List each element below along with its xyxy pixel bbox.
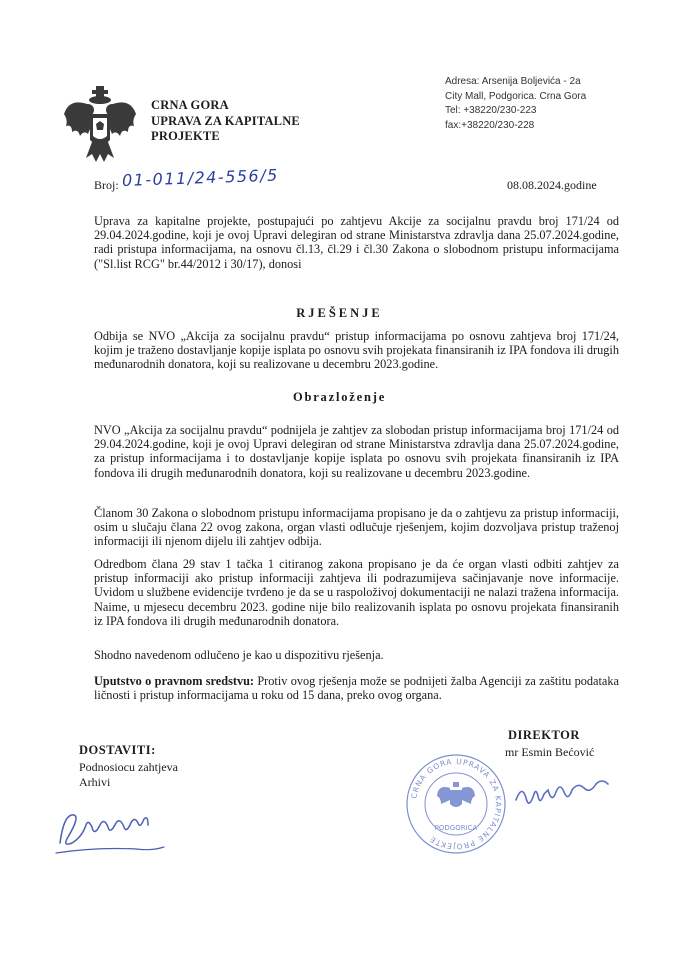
- reasoning-heading: Obrazloženje: [292, 390, 387, 404]
- official-stamp: [403, 752, 509, 856]
- institution-line-2: UPRAVA ZA KAPITALNE: [151, 113, 300, 128]
- document-date: 08.08.2024.godine: [507, 178, 597, 192]
- coat-of-arms-icon: [62, 84, 138, 168]
- stamp-crest-icon: [437, 782, 475, 807]
- reasoning-paragraph-2: Članom 30 Zakona o slobodnom pristupu informacijama propisano je da o zahtjevu za pristup informaciji, osim u slučaju člana 22 ovog zakona, organ vlasti odlučuje rješenjem, kojim dozvoljava pristup traženoj informaciji ili njenom dijelu ili zahtjev odbija.: [94, 506, 619, 549]
- telephone: Tel: +38220/230-223: [445, 105, 537, 116]
- clerk-signature: [50, 803, 170, 859]
- legal-remedy-text: Protiv ovog rješenja može se podnijeti žalba Agenciji za zaštitu podataka ličnosti i pristup informacijama u roku od 15 dana, preko ovog organa.: [94, 674, 619, 703]
- institution-line-3: PROJEKTE: [151, 129, 220, 143]
- address-line-1: Adresa: Arsenija Boljevića - 2a: [445, 76, 581, 87]
- decision-paragraph: Odbija se NVO „Akcija za socijalnu pravdu“ pristup informacijama po osnovu zahtjeva broj 171/24, kojim je traženo dostavljanje kopije isplata po osnovu svih projekata finansiranih iz IPA fondova ili drugih međunarodnih donatora, koji su realizovane u decembru 2023.godine.: [94, 329, 619, 372]
- reasoning-paragraph-1: NVO „Akcija za socijalnu pravdu“ podnijela je zahtjev za slobodan pristup informacijama broj 171/24 od 29.04.2024.godine, koji je ovoj Upravi delegiran od strane Ministarstva zdravlja dana 25.07.2024.godine, za pristup informacijama i to dostavljanje kopije isplata po osnovu svih projekata finansiranih iz IPA fondova ili drugih međunarodnih donatora, koji su realizovane u decembru 2023.godine.: [94, 423, 619, 480]
- fax: fax:+38220/230-228: [445, 119, 535, 131]
- legal-remedy-paragraph: [94, 674, 619, 702]
- stamp-city: PODGORICA: [434, 824, 478, 832]
- director-title: DIREKTOR: [508, 728, 580, 742]
- legal-remedy-label: Uputstvo o pravnom sredstvu:: [94, 674, 255, 688]
- contact-block: [445, 75, 586, 133]
- distribution-title: DOSTAVITI:: [79, 743, 156, 757]
- address-line-2: City Mall, Podgorica. Crna Gora: [445, 90, 587, 102]
- stamp-ring-text: CRNA GORA UPRAVA ZA KAPITALNE PROJEKTE: [409, 756, 504, 852]
- reasoning-paragraph-4: Shodno navedenom odlučeno je kao u dispozitivu rješenja.: [94, 648, 384, 662]
- distribution-item: Arhivi: [79, 775, 111, 789]
- director-signature: [512, 778, 622, 818]
- decision-heading: RJEŠENJE: [296, 306, 383, 320]
- director-name: mr Esmin Bećović: [505, 745, 595, 759]
- reference-label: Broj:: [94, 178, 119, 192]
- intro-paragraph: Uprava za kapitalne projekte, postupajući po zahtjevu Akcije za socijalnu pravdu broj 171/24 od 29.04.2024.godine, koji je ovoj Upravi delegiran od strane Ministarstva zdravlja dana 25.07.2024.godine, radi pristupa informacijama, na osnovu čl.13, čl.29 i čl.30 Zakona o slobodnom pristupu informacijama ("Sl.list RCG" br.44/2012 i 30/17), donosi: [94, 214, 619, 271]
- institution-name: [151, 98, 300, 145]
- reference-number-handwritten: 01-011/24-556/5: [121, 165, 280, 190]
- distribution-item: Podnosiocu zahtjeva: [79, 760, 178, 774]
- reasoning-paragraph-3: Odredbom člana 29 stav 1 tačka 1 citiranog zakona propisano je da će organ vlasti odbiti zahtjev za pristup informaciji ako pristup informaciji zahtjeva ili podrazumijeva sačinjavanje nove informacije. Uvidom u službene evidencije tvrđeno je da se u raspoloživoj dokumentaciji ne nalazi tražena informacija. Naime, u mjesecu decembru 2023. godine nije bilo realizovanih isplata po osnovu projekata finansiranih iz IPA fondova ili drugih međunarodnih donatora.: [94, 557, 619, 628]
- institution-line-1: CRNA GORA: [151, 98, 229, 112]
